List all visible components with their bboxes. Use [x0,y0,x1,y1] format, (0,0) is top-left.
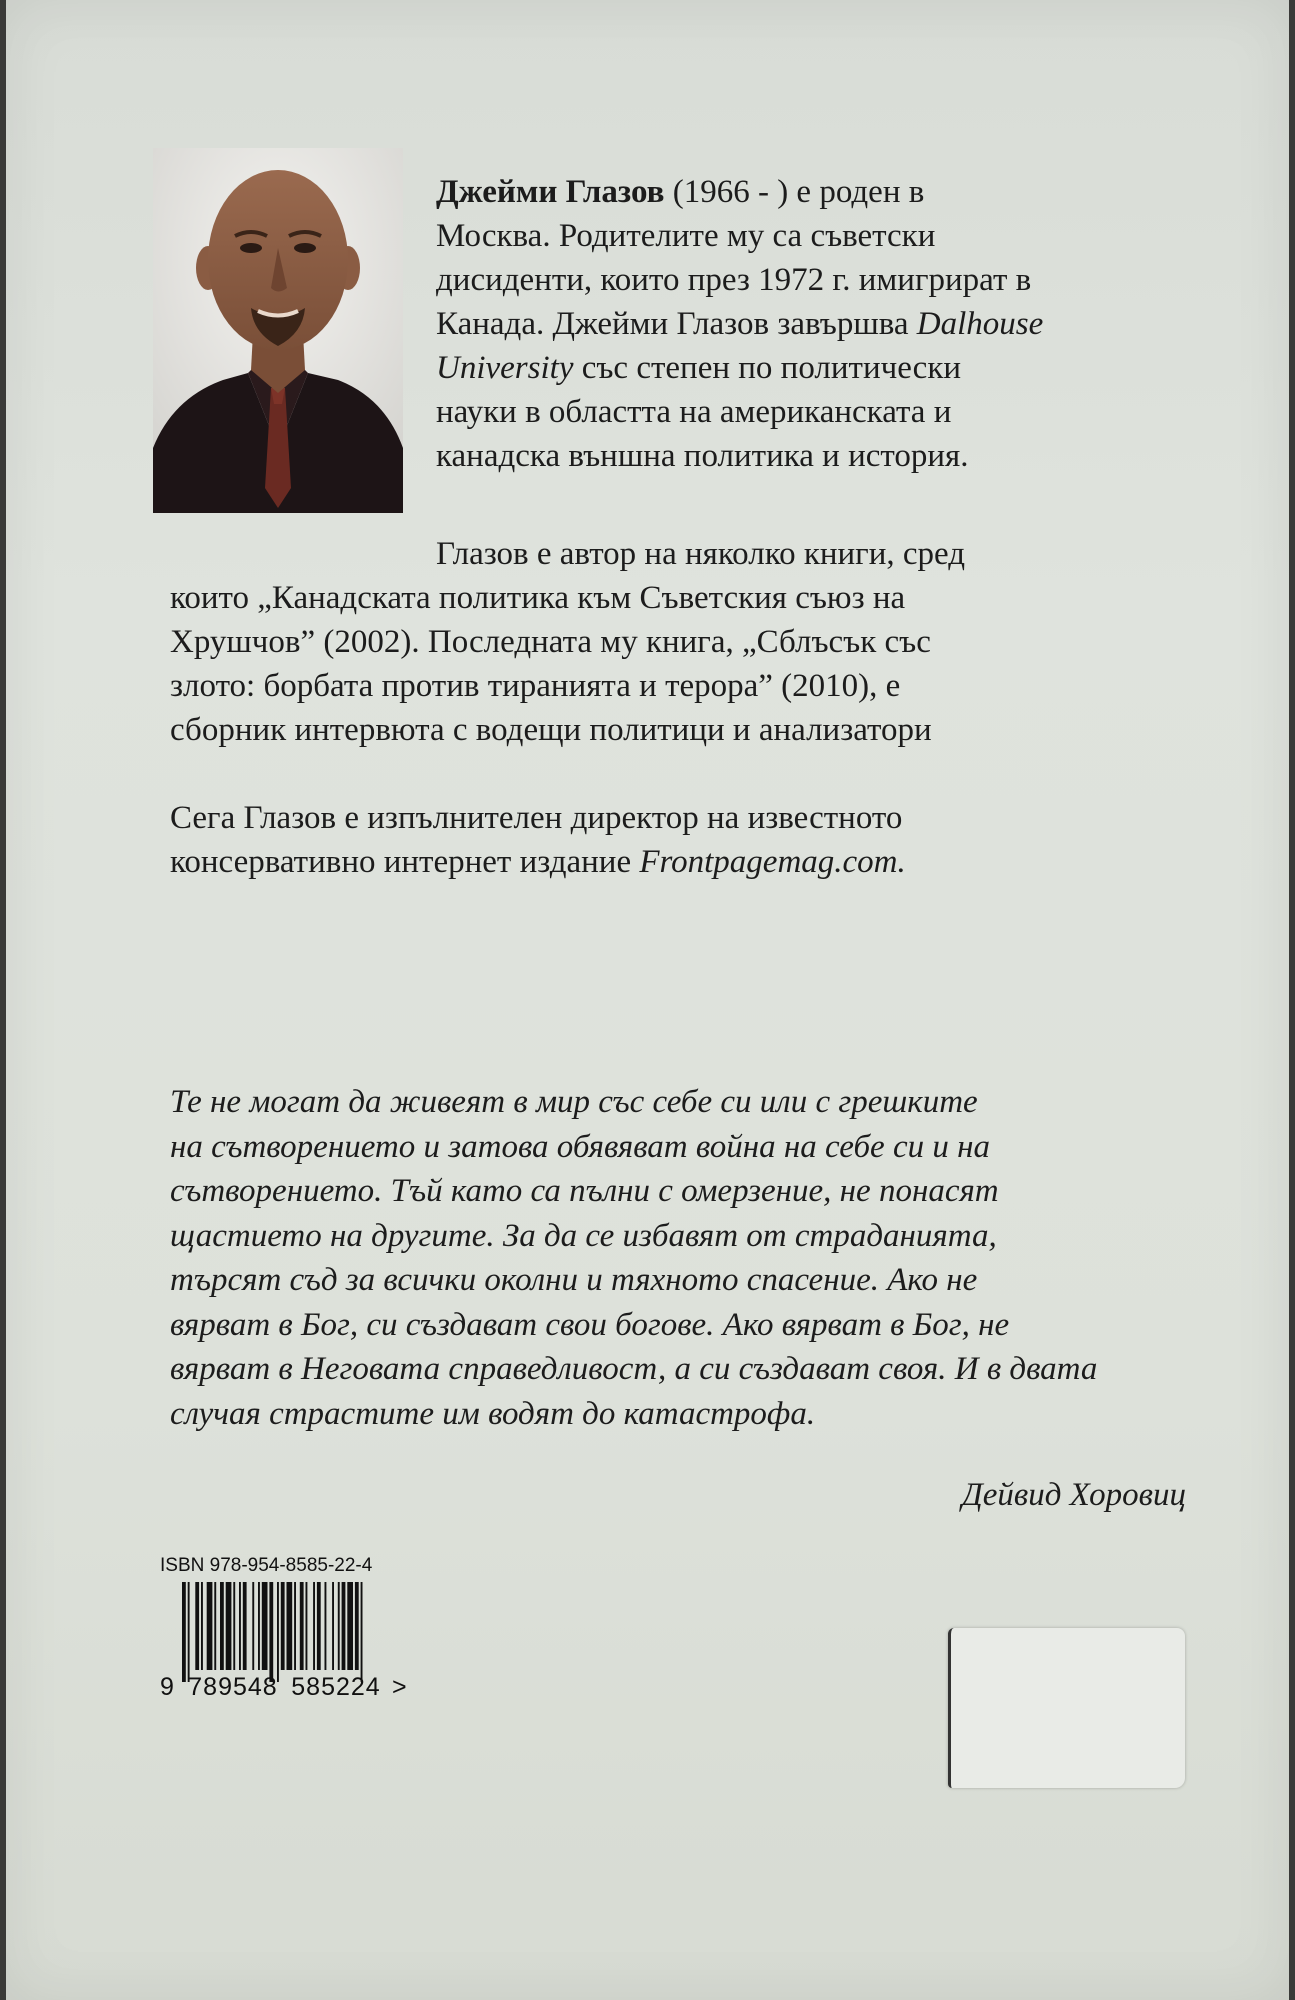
barcode-digits [160,1673,407,1702]
bio-line: които „Канадската политика към Съветския съюз на [170,580,906,616]
quote-author: Дейвид Хоровиц [961,1477,1186,1513]
bio-line [436,170,1236,214]
author-bio-paragraph-2 [170,532,1170,752]
barcode-bar [252,1582,254,1670]
bio-line [436,302,1236,346]
bio-line [436,346,1236,390]
university-name: University [436,350,574,386]
bio-line: канадска външна политика и история. [436,438,969,474]
author-bio-paragraph-3 [170,796,1170,884]
quote-line: сътворението. Тъй като са пълни с омерзение, не понасят [170,1173,999,1209]
quote-line: на сътворението и затова обявяват война на себе си и на [170,1128,990,1165]
bio-line: науки в областта на американската и [436,394,952,430]
author-bio-paragraph-1 [436,170,1236,478]
barcode-bar [287,1582,293,1670]
barcode-bar [201,1582,203,1670]
barcode-bar [182,1582,186,1682]
barcode-bar [262,1582,268,1670]
bio-line [170,840,1170,884]
quote-line: щастието на другите. За да се избавят от страданията, [170,1217,997,1254]
quote-line: търсят съд за всички околни и тяхното спасение. Ако не [170,1262,978,1298]
barcode-bar [325,1582,327,1670]
barcode-digit-group-right: 585224 [291,1673,381,1701]
barcode-bar [233,1582,235,1670]
isbn-label: ISBN 978-954-8585-22-4 [160,1555,373,1576]
quote-line: случая страстите им водят до катастрофа. [170,1395,816,1432]
bio-text: консервативно интернет издание [170,844,640,880]
quote-line: Те не могат да живеят в мир със себе си или с грешките [170,1084,978,1120]
book-back-cover [6,0,1289,2000]
barcode-arrow: > [392,1673,407,1701]
bio-text: (1966 - ) е роден в [664,174,925,210]
barcode-bar [207,1582,213,1670]
barcode-bar [294,1582,296,1670]
quote-line: вярват в Бог, си създават свои богове. Ако вярват в Бог, не [170,1306,1010,1343]
barcode-bar [313,1582,315,1670]
barcode-bar [347,1582,353,1670]
barcode-bar [338,1582,340,1670]
barcode-bar [188,1582,190,1682]
bio-line: Глазов е автор на няколко книги, сред [436,536,966,572]
barcode-bar [195,1582,199,1670]
barcode-bar [220,1582,224,1670]
quote-block [170,1080,1220,1436]
barcode-digit-first: 9 [160,1673,174,1701]
bio-text: със степен по политически [573,350,962,386]
barcode-bar [281,1582,285,1670]
barcode-bar [258,1582,260,1670]
barcode-bar [269,1582,273,1682]
barcode-bar [355,1582,359,1670]
bio-line: сборник интервюта с водещи политици и анализатори [170,712,932,748]
barcode-bar [342,1582,346,1670]
barcode-bar [300,1582,304,1670]
author-photo [153,148,403,513]
quote-line: вярват в Неговата справедливост, а си създават своя. И в двата [170,1351,1098,1387]
barcode-bar [306,1582,308,1670]
barcode [182,1582,406,1682]
bio-text: Канада. Джейми Глазов завършва [436,306,917,342]
bio-line: Хрушчов” (2002). Последната му книга, „Сблъсък със [170,624,931,660]
price-sticker [948,1628,1185,1788]
barcode-bar [317,1582,321,1670]
university-name: Dalhouse [916,306,1044,342]
bio-line: злото: борбата против тиранията и терора” (2010), е [170,668,901,704]
barcode-bar [332,1582,334,1670]
barcode-bar [243,1582,247,1670]
author-name: Джейми Глазов [436,174,665,210]
bio-line: дисиденти, които през 1972 г. имигрират в [436,262,1032,298]
bio-line: Москва. Родителите му са съветски [436,218,936,254]
barcode-digit-group-left: 789548 [188,1673,278,1701]
barcode-bar [226,1582,232,1670]
website-name: Frontpagemag.com. [639,844,906,880]
bio-line: Сега Глазов е изпълнителен директор на известното [170,800,903,836]
barcode-bar [361,1582,363,1682]
barcode-bar [239,1582,241,1670]
barcode-bar [214,1582,216,1670]
barcode-bar [277,1582,279,1682]
